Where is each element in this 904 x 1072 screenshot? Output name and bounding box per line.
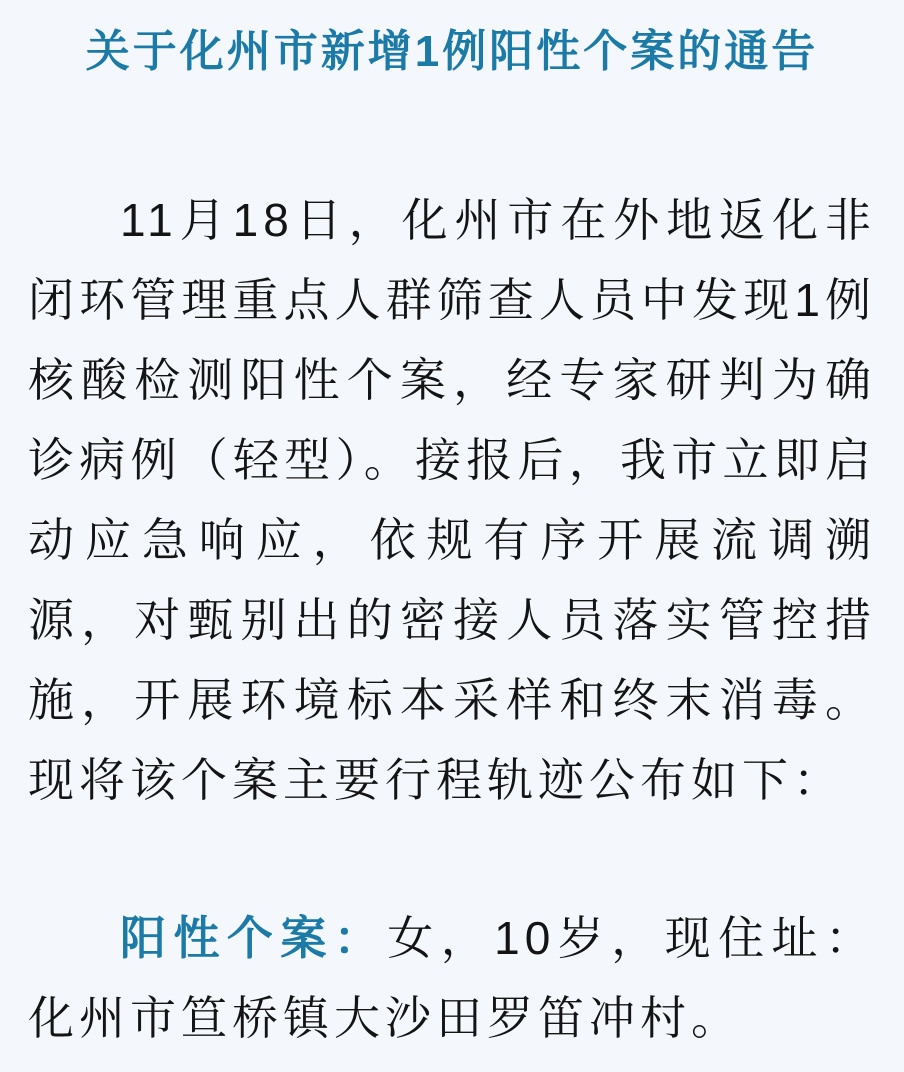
positive-case-label: 阳性个案： bbox=[120, 912, 388, 964]
notice-paragraph-case bbox=[28, 898, 876, 1058]
notice-paragraph-intro: 11月18日，化州市在外地返化非闭环管理重点人群筛查人员中发现1例核酸检测阳性个案，经专家研判为确诊病例（轻型）。接报后，我市立即启动应急响应，依规有序开展流调溯源，对甄别出的密接人员落实管控措施，开展环境标本采样和终末消毒。现将该个案主要行程轨迹公布如下： bbox=[28, 194, 876, 806]
positive-case-detail: 女，10岁，现住址：化州市笪桥镇大沙田罗笛冲村。 bbox=[28, 912, 877, 1044]
notice-title: 关于化州市新增1例阳性个案的通告 bbox=[85, 27, 819, 76]
